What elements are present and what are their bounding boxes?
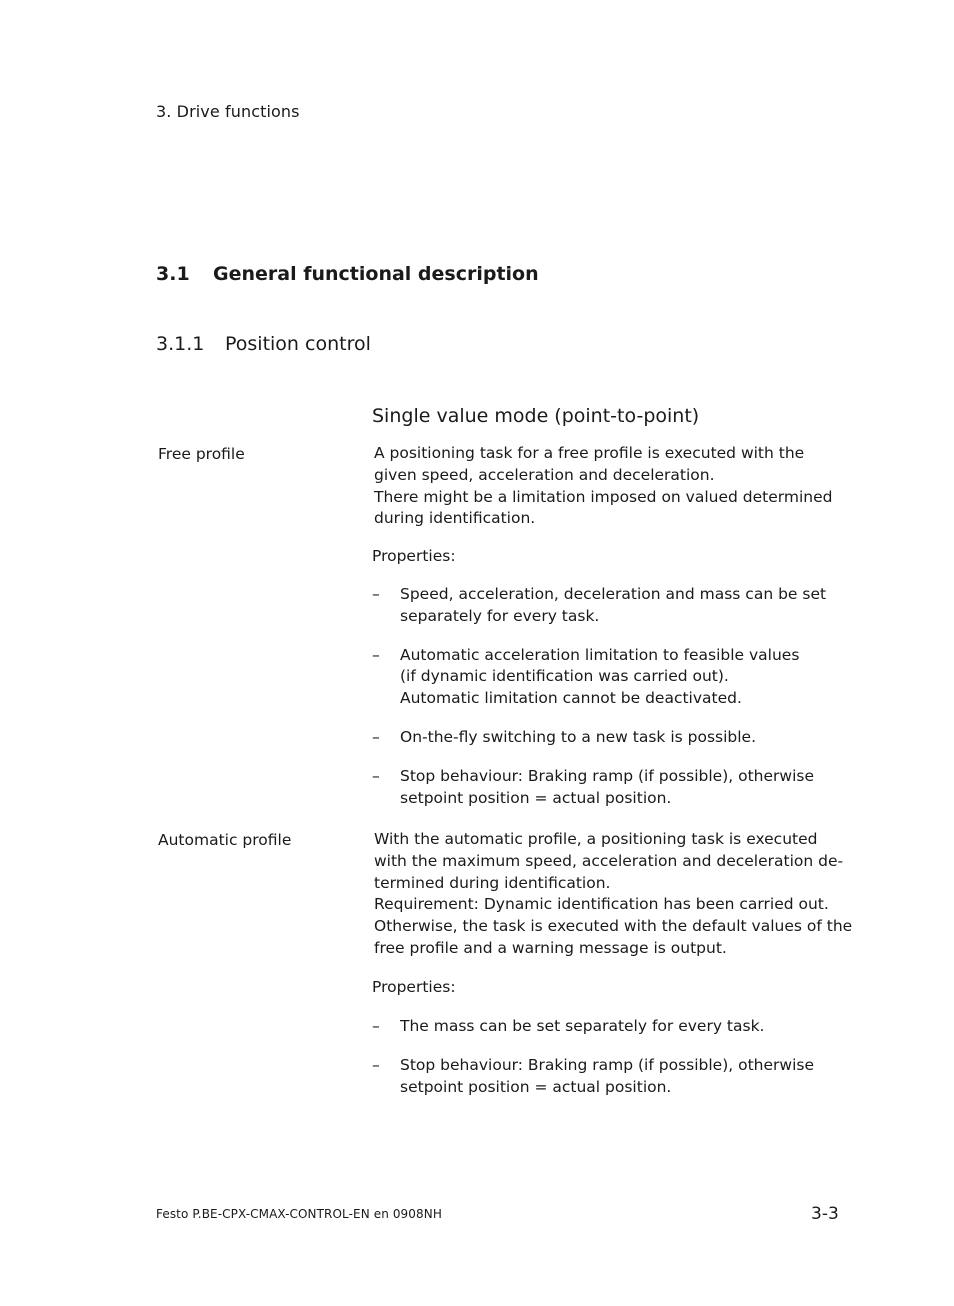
footer-document-id: Festo P.BE-CPX-CMAX-CONTROL-EN en 0908NH — [156, 1207, 442, 1221]
automatic-profile-properties-list — [372, 1016, 842, 1115]
list-item — [372, 1016, 842, 1038]
free-profile-properties-list — [372, 584, 842, 826]
list-item — [372, 727, 842, 749]
running-header: 3. Drive functions — [156, 102, 300, 121]
description-line: Otherwise, the task is executed with the default values of the — [374, 917, 853, 936]
list-item-line: (if dynamic identification was carried out). — [400, 667, 729, 686]
list-item-line: Automatic acceleration limitation to feasible values — [400, 645, 800, 664]
subsection-title: Position control — [225, 333, 371, 355]
list-item-line: Speed, acceleration, deceleration and mass can be set — [400, 585, 827, 603]
list-item-line: Automatic limitation cannot be deactivated. — [400, 689, 742, 708]
list-item-line: setpoint position = actual position. — [400, 1077, 672, 1096]
list-item-line: setpoint position = actual position. — [400, 788, 672, 807]
section-heading — [156, 263, 539, 285]
list-item — [372, 1055, 842, 1099]
list-item-line: Stop behaviour: Braking ramp (if possible), otherwise — [400, 1055, 814, 1074]
description-line: Requirement: Dynamic identification has been carried out. — [374, 895, 829, 914]
dash-bullet: – — [372, 645, 380, 664]
dash-bullet: – — [372, 766, 380, 785]
free-profile-properties-label: Properties: — [372, 547, 456, 565]
list-item — [372, 766, 842, 810]
description-line: given speed, acceleration and deceleration. — [374, 465, 715, 484]
automatic-profile-properties-label: Properties: — [372, 978, 456, 996]
description-line: There might be a limitation imposed on valued determined — [374, 487, 833, 506]
description-line: A positioning task for a free profile is executed with the — [374, 444, 805, 462]
description-line: during identification. — [374, 509, 536, 528]
mode-title: Single value mode (point-to-point) — [372, 405, 700, 427]
list-item-line: On-the-fly switching to a new task is possible. — [400, 727, 757, 746]
section-title: General functional description — [213, 263, 539, 285]
section-number: 3.1 — [156, 263, 190, 285]
free-profile-label: Free profile — [158, 445, 245, 463]
page-number: 3-3 — [811, 1204, 839, 1224]
dash-bullet: – — [372, 1017, 380, 1035]
description-line: free profile and a warning message is output. — [374, 938, 727, 957]
free-profile-description — [374, 443, 844, 530]
list-item-line: Stop behaviour: Braking ramp (if possible), otherwise — [400, 766, 814, 785]
dash-bullet: – — [372, 727, 380, 746]
description-line: With the automatic profile, a positioning task is executed — [374, 830, 818, 848]
subsection-heading — [156, 333, 371, 355]
automatic-profile-description — [374, 829, 853, 960]
description-line: termined during identification. — [374, 873, 611, 892]
list-item — [372, 584, 842, 628]
dash-bullet: – — [372, 1055, 380, 1074]
list-item — [372, 645, 842, 710]
automatic-profile-label: Automatic profile — [158, 831, 292, 849]
list-item-line: The mass can be set separately for every task. — [400, 1017, 765, 1035]
dash-bullet: – — [372, 585, 380, 603]
subsection-number: 3.1.1 — [156, 333, 205, 355]
description-line: with the maximum speed, acceleration and deceleration de- — [374, 851, 844, 870]
list-item-line: separately for every task. — [400, 606, 600, 625]
